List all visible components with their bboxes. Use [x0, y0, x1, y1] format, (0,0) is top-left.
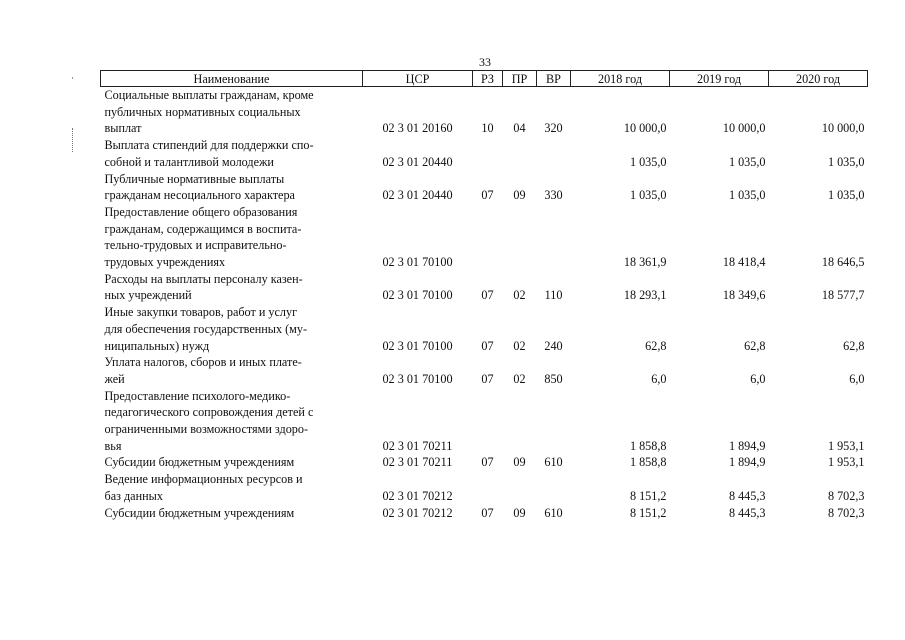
row-value-2019: 6,0	[750, 371, 766, 386]
table-row	[101, 471, 868, 504]
row-value-2019: 18 418,4	[722, 255, 766, 270]
row-value-2018: 1 035,0	[629, 188, 667, 203]
row-value-2020: 1 953,1	[827, 455, 865, 470]
row-vr: 850	[544, 371, 563, 386]
row-vr: 320	[544, 121, 563, 136]
row-value-2018: 8 151,2	[629, 488, 667, 503]
row-value-2018: 62,8	[645, 338, 667, 353]
row-name: Субсидии бюджетным учреждениям	[104, 455, 295, 470]
row-value-2018: 6,0	[651, 371, 667, 386]
row-rz	[473, 388, 503, 455]
row-name: Иные закупки товаров, работ и услуг для обеспечения государственных (му- ниципальных) нужд	[104, 305, 308, 353]
row-rz: 07	[481, 455, 494, 470]
header-rz: РЗ	[473, 71, 503, 87]
row-name: Выплата стипендий для поддержки спо- собной и талантливой молодежи	[104, 138, 314, 169]
margin-mark-top	[72, 77, 73, 79]
header-pr: ПР	[503, 71, 537, 87]
row-pr: 09	[513, 455, 526, 470]
row-value-2020: 8 702,3	[827, 488, 865, 503]
row-value-2019: 8 445,3	[728, 488, 766, 503]
row-rz	[473, 471, 503, 504]
row-pr	[503, 137, 537, 170]
row-csr: 02 3 01 70100	[382, 288, 453, 303]
row-value-2018: 18 361,9	[623, 255, 667, 270]
row-value-2018: 1 035,0	[629, 154, 667, 169]
row-csr: 02 3 01 20440	[382, 154, 453, 169]
table-row	[101, 454, 868, 471]
table-body	[101, 87, 868, 522]
header-row	[101, 71, 868, 87]
row-pr	[503, 204, 537, 271]
row-value-2019: 10 000,0	[722, 121, 766, 136]
row-name: Социальные выплаты гражданам, кроме публичных нормативных социальных выплат	[104, 88, 314, 136]
row-vr: 110	[544, 288, 563, 303]
row-vr: 330	[544, 188, 563, 203]
row-rz	[473, 204, 503, 271]
margin-mark-dotted	[72, 128, 74, 152]
row-name: Уплата налогов, сборов и иных плате- жей	[104, 355, 302, 386]
row-csr: 02 3 01 20440	[382, 188, 453, 203]
row-rz: 10	[481, 121, 494, 136]
header-2019: 2019 год	[670, 71, 769, 87]
row-value-2020: 1 953,1	[827, 438, 865, 453]
row-vr: 610	[544, 505, 563, 520]
row-pr: 09	[513, 188, 526, 203]
row-rz: 07	[481, 288, 494, 303]
row-name: Ведение информационных ресурсов и баз данных	[104, 472, 303, 503]
row-vr	[537, 388, 571, 455]
table-row	[101, 388, 868, 455]
row-csr: 02 3 01 70212	[382, 488, 453, 503]
row-value-2020: 1 035,0	[827, 188, 865, 203]
row-rz: 07	[481, 188, 494, 203]
row-csr: 02 3 01 70212	[382, 505, 453, 520]
row-value-2018: 18 293,1	[623, 288, 667, 303]
row-value-2020: 10 000,0	[821, 121, 865, 136]
row-value-2020: 1 035,0	[827, 154, 865, 169]
table-row	[101, 304, 868, 354]
row-value-2019: 62,8	[744, 338, 766, 353]
row-value-2019: 1 894,9	[728, 438, 766, 453]
row-name: Расходы на выплаты персоналу казен- ных учреждений	[104, 271, 303, 303]
row-value-2019: 1 035,0	[728, 188, 766, 203]
row-name: Предоставление общего образования гражданам, содержащимся в воспита- тельно-трудовых и исправительно- трудовых учреждениях	[104, 204, 302, 270]
table-row	[101, 354, 868, 387]
page-number: 33	[479, 55, 491, 69]
header-2020: 2020 год	[769, 71, 868, 87]
row-value-2020: 18 646,5	[821, 255, 865, 270]
row-csr: 02 3 01 70100	[382, 338, 453, 353]
table-row	[101, 87, 868, 138]
row-value-2019: 1 035,0	[728, 154, 766, 169]
row-vr: 240	[544, 338, 563, 353]
row-value-2020: 62,8	[843, 338, 865, 353]
row-value-2019: 1 894,9	[728, 455, 766, 470]
row-vr	[537, 137, 571, 170]
row-csr: 02 3 01 70211	[382, 455, 453, 470]
row-csr: 02 3 01 70211	[382, 438, 453, 453]
row-value-2018: 8 151,2	[629, 505, 667, 520]
row-pr	[503, 388, 537, 455]
row-csr: 02 3 01 70100	[382, 255, 453, 270]
row-pr: 02	[513, 371, 526, 386]
row-rz: 07	[481, 338, 494, 353]
row-vr	[537, 204, 571, 271]
row-pr: 02	[513, 338, 526, 353]
row-pr: 04	[513, 121, 526, 136]
table-row	[101, 505, 868, 522]
row-csr: 02 3 01 20160	[382, 121, 453, 136]
row-vr: 610	[544, 455, 563, 470]
row-name: Публичные нормативные выплаты гражданам несоциального характера	[104, 171, 295, 203]
budget-table	[100, 70, 868, 521]
table-row	[101, 204, 868, 271]
row-rz: 07	[481, 505, 494, 520]
row-vr	[537, 471, 571, 504]
row-value-2020: 8 702,3	[827, 505, 865, 520]
header-csr: ЦСР	[363, 71, 473, 87]
row-value-2018: 10 000,0	[623, 121, 667, 136]
row-value-2018: 1 858,8	[629, 438, 667, 453]
row-name: Предоставление психолого-медико- педагогического сопровождения детей с ограниченными возможностями здоро- вья	[104, 388, 314, 453]
row-value-2019: 8 445,3	[728, 505, 766, 520]
row-rz	[473, 137, 503, 170]
table-row	[101, 171, 868, 204]
table-row	[101, 271, 868, 304]
row-name: Субсидии бюджетным учреждениям	[104, 505, 295, 520]
row-pr: 09	[513, 505, 526, 520]
table-row	[101, 137, 868, 170]
row-rz: 07	[481, 371, 494, 386]
row-value-2018: 1 858,8	[629, 455, 667, 470]
row-value-2020: 18 577,7	[821, 288, 865, 303]
header-name: Наименование	[101, 71, 363, 87]
row-value-2019: 18 349,6	[722, 288, 766, 303]
header-vr: ВР	[537, 71, 571, 87]
header-2018: 2018 год	[571, 71, 670, 87]
row-value-2020: 6,0	[849, 371, 865, 386]
row-pr	[503, 471, 537, 504]
row-csr: 02 3 01 70100	[382, 371, 453, 386]
row-pr: 02	[513, 288, 526, 303]
